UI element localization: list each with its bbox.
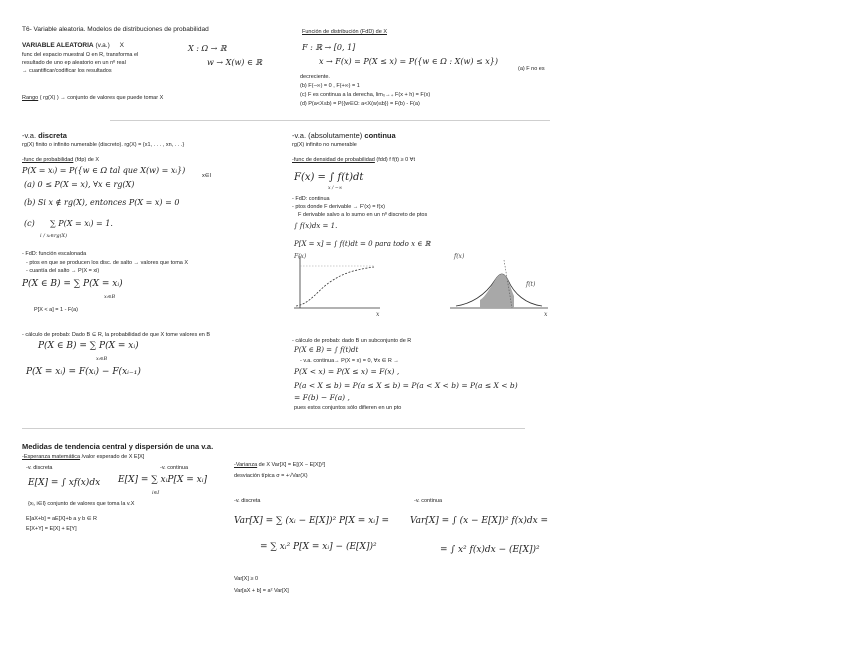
fdd-map-2: x → F(x) = P(X ≤ x) = P({w ∈ Ω : X(w) ≤ x})	[319, 57, 498, 66]
rango-label: Rango	[22, 95, 39, 101]
cont-calc-label: - cálculo de probab: dado B un subconjunto de R	[292, 338, 412, 344]
va-desc-2: resultado de uno ep aleatorio en un nº real	[22, 60, 126, 66]
var-cont-2: = ∫ x² f(x)dx − (E[X])²	[440, 545, 540, 555]
fmp-formula: P(X = xᵢ) = P({w ∈ Ω tal que X(w) = xᵢ})	[22, 166, 186, 175]
var-label: -Varianza	[234, 462, 258, 468]
continua-prefix: -v.a. (absolutamente)	[292, 131, 363, 140]
cont-calc-l2: - v.a. continua→ P(X = x) = 0, ∀x ∈ R →	[300, 358, 399, 364]
esp-label: -Esperanza matemática	[22, 454, 81, 460]
prop-b: (b) Si x ∉ rg(X), entonces P(X = x) = 0	[24, 198, 180, 207]
fdd-title: Función de distribución (FdD) de X	[302, 29, 387, 35]
rango-line	[22, 95, 163, 101]
cont-calc-f3: P(a < X ≤ b) = P(a ≤ X ≤ b) = P(a < X < b) = P(a ≤ X < b)	[294, 381, 518, 390]
cont-calc-f1: P(X ∈ B) = ∫ f(t)dt	[294, 346, 359, 354]
disc-pxb: P(X ∈ B) = ∑ P(X = xᵢ)	[22, 279, 123, 289]
divider-top	[110, 120, 550, 121]
continua-title: continua	[364, 131, 396, 140]
va-x: X	[119, 42, 124, 49]
var-sd: desviación típica σ = +√Var(X)	[234, 473, 308, 479]
fdd-prop-a-tail: (a) F no es	[518, 66, 545, 72]
disc-pxa: P[X < a] = 1 - F(a)	[34, 307, 79, 313]
esp-heading	[22, 454, 144, 460]
var-disc-2: = ∑ xᵢ² P[X = xᵢ] − (E[X])²	[260, 542, 377, 552]
continua-desc: rg(X) infinito no numerable	[292, 142, 357, 148]
esp-cont-formula: E[X] = ∫ xf(x)dx	[28, 478, 101, 488]
svg-text:f(x): f(x)	[454, 253, 465, 260]
fdd-dens-label: -func de densidad de probabilidad	[292, 157, 375, 163]
esp-xi-note: {xᵢ, i∈I} conjunto de valores que toma la v.X	[28, 501, 135, 507]
prop-c-sub: i / xᵢ∈rg(X)	[40, 233, 68, 239]
var-disc-label: -v. discreta	[234, 498, 261, 504]
prop-c-sum: ∑ P(X = xᵢ) = 1.	[50, 219, 113, 228]
cont-l4: ∫ f(x)dx = 1.	[294, 222, 338, 230]
cont-l3: F derivable salvo a lo sumo en un nº discreto de ptos	[298, 212, 428, 218]
fmp-heading	[22, 157, 99, 163]
cont-l2: - ptos donde F derivable → F'(x) = f(x)	[292, 204, 385, 210]
disc-pxb-sub: xᵢ∈B	[104, 294, 116, 300]
esp-disc-label: -v. discreta	[26, 465, 53, 471]
va-abbr: (v.a.)	[95, 42, 110, 49]
cont-calc-note: pues estos conjuntos sólo difieren en un pto	[294, 405, 402, 411]
disc-calc-f1: P(X ∈ B) = ∑ P(X = xᵢ)	[38, 341, 139, 351]
var-heading	[234, 462, 325, 468]
cdf-sketch	[293, 253, 380, 318]
esp-disc-sub: i∈I	[152, 490, 160, 496]
va-heading	[22, 42, 124, 49]
doc-title: T6- Variable aleatoria. Modelos de distribuciones de probabilidad	[22, 26, 209, 33]
disc-fdd-l2: - cuantía del salto → P(X = xi)	[26, 268, 100, 274]
esp-lin-1: E[aX+b] = aE[X]+b a y b ∈ R	[26, 516, 97, 522]
continua-heading	[292, 131, 396, 140]
cont-l1: - FdD: continua	[292, 196, 330, 202]
svg-text:F(x): F(x)	[294, 253, 307, 260]
va-title: VARIABLE ALEATORIA	[22, 42, 94, 49]
cont-calc-f4: = F(b) − F(a) ,	[294, 393, 350, 402]
density-sketches	[290, 250, 550, 320]
var-disc-1: Var[X] = ∑ (xᵢ − E[X])² P[X = xᵢ] =	[234, 516, 389, 526]
va-desc-1: func del espacio muestral Ω en R, transforma el	[22, 52, 139, 58]
cont-F-formula: F(x) = ∫ f(t)dt	[294, 172, 364, 183]
var-cont-1: Var[X] = ∫ (x − E[X])² f(x)dx =	[410, 516, 549, 526]
fdd-dens-rest: (fdd) f f(t) ≥ 0 ∀t	[376, 157, 415, 163]
cont-l5: P[X = x] = ∫ f(t)dt = 0 para todo x ∈ ℝ	[294, 240, 431, 248]
discreta-title: discreta	[38, 131, 67, 140]
prop-a: (a) 0 ≤ P(X = x), ∀x ∈ rg(X)	[24, 180, 135, 189]
divider-bottom	[22, 428, 525, 429]
var-prop-1: Var[X] ≥ 0	[234, 576, 259, 582]
fmp-note: x∈I	[202, 173, 212, 179]
disc-calc-label: - cálculo de probab: Dado B ⊆ R, la probabilidad de que X tome valores en B	[22, 332, 211, 338]
fdd-prop-b: (b) F(−∞) = 0 , F(+∞) = 1	[300, 83, 360, 89]
rango-text: ( rg(X) ) → conjunto de valores que puede tomar X	[39, 95, 164, 101]
disc-fdd-l1: - ptos en que se producen los disc. de salto → valores que toma X	[26, 260, 189, 266]
medidas-title: Medidas de tendencia central y dispersión de una v.a.	[22, 442, 214, 451]
fmp-rest: (fdp) de X	[74, 157, 100, 163]
va-map-1: X : Ω → ℝ	[188, 44, 227, 53]
pdf-sketch	[450, 253, 548, 318]
disc-calc-f2: P(X = xᵢ) = F(xᵢ) − F(xᵢ₋₁)	[26, 367, 141, 377]
fdd-map-1: F : ℝ → [0, 1]	[302, 43, 356, 52]
esp-cont-label: -v. continua	[160, 465, 189, 471]
disc-calc-f1-sub: xᵢ∈B	[96, 356, 108, 362]
fdd-dens-heading	[292, 157, 415, 163]
cont-F-limits: x / −∞	[328, 186, 343, 191]
va-map-2: w → X(w) ∈ ℝ	[207, 58, 263, 67]
esp-rest: /valor esperado de X E[X]	[81, 454, 145, 460]
fdd-prop-c: (c) F es continua a la derecha, lim₀→₊ F(x + h) = F(x)	[300, 92, 431, 98]
va-desc-3: → cuantificar/codificar los resultados	[22, 68, 112, 74]
esp-lin-2: E[X+Y] = E[X] + E[Y]	[26, 526, 77, 532]
svg-text:x: x	[376, 311, 380, 318]
svg-text:f(t): f(t)	[526, 281, 536, 288]
esp-disc-formula: E[X] = ∑ xᵢP[X = xᵢ]	[118, 475, 208, 485]
prop-c-lhs: (c)	[24, 219, 35, 228]
fdd-prop-d: (d) P(a<X≤b) = P({w∈Ω: a<X(w)≤b}) = F(b) - F(a)	[300, 101, 420, 107]
disc-fdd-label: - FdD: función escalonada	[22, 251, 87, 257]
var-cont-label: -v. continua	[414, 498, 443, 504]
fdd-prop-a-cont: decreciente.	[300, 74, 330, 80]
fmp-label: -func de probabilidad	[22, 157, 74, 163]
discreta-desc: rg(X) finito o infinito numerable (discreto). rg(X) = {x1, . . . , xn, . . .}	[22, 142, 185, 148]
discreta-heading	[22, 131, 67, 140]
discreta-prefix: -v.a.	[22, 131, 37, 140]
var-prop-2: Var[aX + b] = a² Var[X]	[234, 588, 289, 594]
var-rest: de X Var[X] = E[(X − E[X])²]	[258, 462, 326, 468]
svg-text:x: x	[544, 311, 548, 318]
cont-calc-f2: P(X < x) = P(X ≤ x) = F(x) ,	[294, 367, 400, 376]
